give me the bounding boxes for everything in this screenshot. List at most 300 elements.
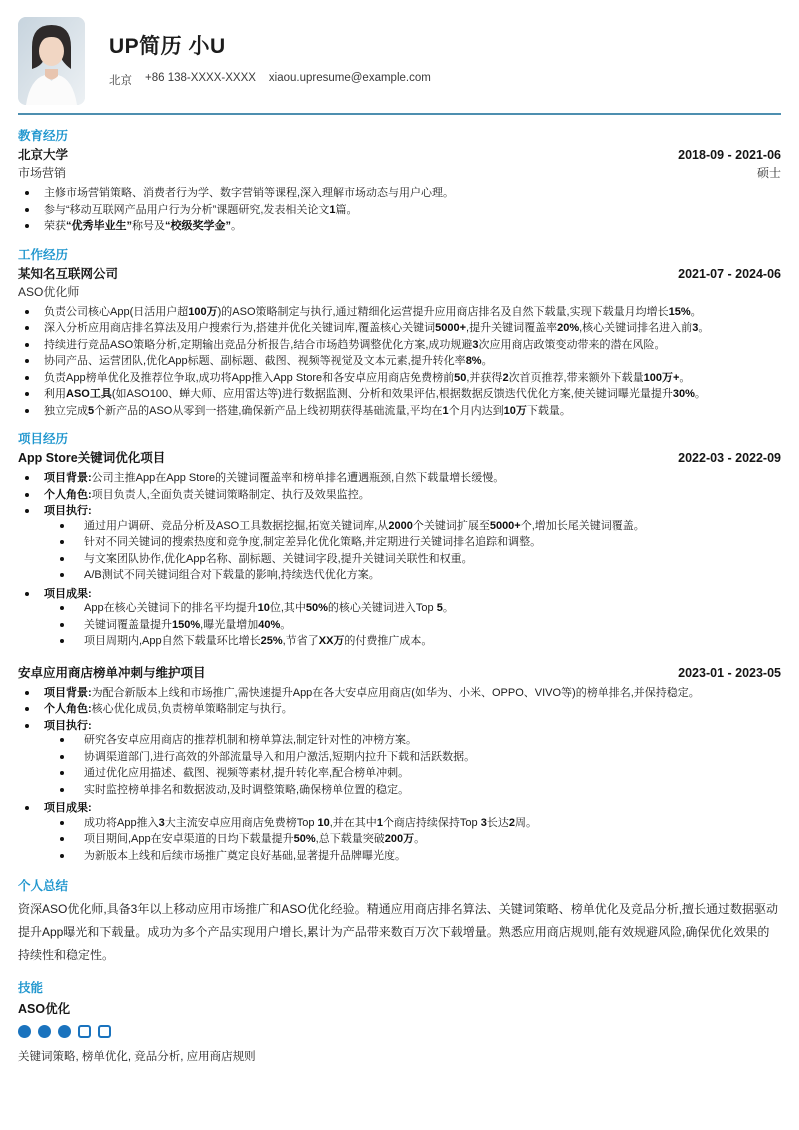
text: 个关键词扩展至 <box>412 519 490 532</box>
bullet-dot <box>60 837 64 841</box>
bullet-text <box>84 832 781 847</box>
bold-text: 50% <box>305 602 328 614</box>
bullet-row <box>18 686 781 701</box>
section-heading-summary: 个人总结 <box>18 879 69 893</box>
bullet-text <box>84 783 781 798</box>
bullet-dot <box>60 573 64 577</box>
text: 篇。 <box>335 203 358 216</box>
bullet-item <box>18 387 781 402</box>
bullet-dot <box>60 755 64 759</box>
bullet-text <box>44 702 781 717</box>
bold-text: 40% <box>258 618 281 631</box>
bullet-item <box>18 305 781 320</box>
bullet-row <box>53 552 781 567</box>
bullet-dot <box>60 606 64 610</box>
bullet-content <box>53 519 781 534</box>
text: 长达 <box>486 816 509 829</box>
sub-bullet-item <box>53 750 781 765</box>
bold-text: 25% <box>260 635 283 647</box>
sub-bullet-item <box>53 601 781 616</box>
bullet-row <box>18 801 781 816</box>
text: 与文案团队协作,优化App名称、副标题、关键词字段,提升关键词关联性和权重。 <box>84 552 473 565</box>
section-projects <box>18 429 781 865</box>
text: 项目期间,App在安卓渠道的日均下载量提升 <box>84 833 294 845</box>
bold-text: 项目背景: <box>44 472 92 484</box>
header-divider <box>18 113 781 115</box>
text: (如ASO100、蝉大师、应用雷达等)进行数据监测、分析和效果评估,根据数据反馈迭代优化方案,使关键词曝光量提升 <box>111 388 673 400</box>
entry <box>18 145 781 234</box>
entry-title: App Store关键词优化项目 <box>18 451 166 465</box>
bullet-item <box>18 587 781 651</box>
text: ,曝光量增加 <box>200 618 259 631</box>
bullet-content <box>53 849 781 864</box>
bullet-list <box>18 471 781 651</box>
text: 大主流安卓应用商店免费榜Top <box>164 816 318 829</box>
bold-text: 个人角色: <box>44 703 92 715</box>
bullet-row <box>18 305 781 320</box>
text: 利用 <box>44 388 66 400</box>
bullet-content <box>18 338 781 353</box>
bullet-content <box>18 719 781 800</box>
bullet-dot <box>25 376 29 380</box>
bullet-row <box>18 354 781 369</box>
bullet-content <box>18 471 781 486</box>
bullet-row <box>53 849 781 864</box>
sub-bullet-item <box>53 519 781 534</box>
skill-dot-filled-icon <box>58 1025 71 1038</box>
bullet-row <box>18 471 781 486</box>
bullet-dot <box>60 771 64 775</box>
section-summary <box>18 876 781 967</box>
text: 项目周期内,App自然下载量环比增长 <box>84 635 261 647</box>
text: 研究各安卓应用商店的推荐机制和榜单算法,制定针对性的冲榜方案。 <box>84 734 418 746</box>
entry <box>18 663 781 866</box>
bold-text: 100万+ <box>643 371 680 384</box>
bold-text: 项目成果: <box>44 587 92 600</box>
bullet-item <box>18 338 781 353</box>
sub-bullet-item <box>53 766 781 781</box>
bullet-text <box>84 601 781 616</box>
entry-date: 2023-01 - 2023-05 <box>678 665 781 680</box>
text: 参与“移动互联网产品用户行为分析”课题研究,发表相关论文 <box>44 203 330 216</box>
bullet-row <box>18 321 781 336</box>
bullet-dot <box>25 224 29 228</box>
bullet-row <box>53 601 781 616</box>
text: 关键词覆盖量提升 <box>84 618 172 631</box>
entry-date: 2018-09 - 2021-06 <box>678 148 781 162</box>
sub-bullet-item <box>53 849 781 864</box>
profile-photo <box>18 17 85 105</box>
bullet-content <box>18 387 781 402</box>
text: 。 <box>698 322 710 334</box>
text: 持续进行竞品ASO策略分析,定期输出竞品分析报告,结合市场趋势调整优化方案,成功规避 <box>44 338 473 351</box>
bold-text: 50 <box>454 371 467 384</box>
bold-text: ASO工具 <box>66 388 112 400</box>
bold-text: 3 <box>480 816 487 829</box>
bullet-dot <box>25 409 29 413</box>
bullet-row <box>53 766 781 781</box>
bold-text: 1 <box>329 203 336 216</box>
bullet-text <box>44 338 781 353</box>
bold-text: 8% <box>465 355 482 367</box>
section-education <box>18 126 781 234</box>
bold-text: 3 <box>692 322 699 334</box>
bullet-dot <box>60 854 64 858</box>
text: 深入分析应用商店排名算法及用户搜索行为,搭建并优化关键词库,覆盖核心关键词 <box>44 322 436 334</box>
bullet-content <box>53 535 781 550</box>
bullet-content <box>18 321 781 336</box>
sub-bullet-item <box>53 535 781 550</box>
bold-text: 20% <box>557 322 580 334</box>
text: ,节省了 <box>282 635 319 647</box>
bullet-row <box>18 719 781 734</box>
entry-subtitle: 市场营销 <box>18 166 67 180</box>
bullet-row <box>53 832 781 847</box>
bullet-content <box>18 354 781 369</box>
bullet-dot <box>60 557 64 561</box>
sub-bullet-item <box>53 618 781 633</box>
bullet-text <box>84 733 781 748</box>
bullet-dot <box>25 310 29 314</box>
resume-sections <box>18 126 781 1064</box>
bullet-row <box>18 587 781 602</box>
bullet-text <box>44 471 781 486</box>
text: 次应用商店政策变动带来的潜在风险。 <box>478 338 666 351</box>
bullet-item <box>18 504 781 585</box>
bullet-row <box>53 519 781 534</box>
bullet-content <box>53 552 781 567</box>
bold-text: 10万 <box>503 404 527 417</box>
bullet-text <box>84 519 781 534</box>
bullet-row <box>53 618 781 633</box>
bullet-text <box>44 801 781 816</box>
contact-email: xiaou.upresume@example.com <box>268 72 431 84</box>
bullet-text <box>84 552 781 567</box>
bullet-dot <box>25 343 29 347</box>
bullet-item <box>18 404 781 419</box>
bullet-dot <box>25 476 29 480</box>
bullet-row <box>53 568 781 583</box>
text: ,并在其中 <box>329 816 377 829</box>
text: 个新产品的ASO从零到一搭建,确保新产品上线初期获得基础流量,平均在 <box>94 404 443 417</box>
text: 。 <box>690 305 702 318</box>
text: 的核心关键词进入Top <box>327 602 437 614</box>
bullet-content <box>18 702 781 717</box>
bold-text: 10 <box>257 602 270 614</box>
text: ,总下载量突破 <box>315 833 385 845</box>
bullet-content <box>53 634 781 649</box>
bullet-item <box>18 186 781 201</box>
candidate-name: UP简历 小U <box>109 35 226 58</box>
text: 公司主推App在App Store的关键词覆盖率和榜单排名遭遇瓶颈,自然下载量增长缓慢。 <box>91 472 505 484</box>
text: ,核心关键词排名进入前 <box>579 322 693 334</box>
bullet-dot <box>25 707 29 711</box>
bullet-content <box>18 371 781 386</box>
bold-text: “校级奖学金” <box>165 220 231 232</box>
contact-line <box>109 72 431 88</box>
text: 为配合新版本上线和市场推广,需快速提升App在各大安卓应用商店(如华为、小米、OPPO、VIVO等)的榜单排名,并保持稳定。 <box>91 686 700 699</box>
bullet-text <box>44 203 781 218</box>
bullet-dot <box>60 623 64 627</box>
text: 协调渠道部门,进行高效的外部流量导入和用户激活,短期内拉升下载和活跃数据。 <box>84 750 476 763</box>
bullet-item <box>18 471 781 486</box>
text: 主修市场营销策略、消费者行为学、数字营销等课程,深入理解市场动态与用户心理。 <box>44 187 455 199</box>
text: 实时监控榜单排名和数据波动,及时调整策略,确保榜单位置的稳定。 <box>84 783 410 796</box>
bold-text: 5000+ <box>435 322 467 334</box>
sub-bullet-item <box>53 816 781 831</box>
bullet-item <box>18 801 781 865</box>
bullet-text <box>44 371 781 386</box>
bold-text: 2000 <box>388 519 413 532</box>
entry-date: 2021-07 - 2024-06 <box>678 266 781 281</box>
entry-title: 安卓应用商店榜单冲刺与维护项目 <box>18 665 206 680</box>
bullet-item <box>18 219 781 234</box>
text: 。 <box>280 618 292 631</box>
bold-text: 项目执行: <box>44 719 92 732</box>
bullet-dot <box>25 592 29 596</box>
bullet-content <box>53 601 781 616</box>
entry-date: 2022-03 - 2022-09 <box>678 451 781 465</box>
bullet-content <box>18 305 781 320</box>
bullet-dot <box>60 821 64 825</box>
bullet-dot <box>25 191 29 195</box>
bullet-item <box>18 488 781 503</box>
bullet-text <box>84 816 781 831</box>
bullet-text <box>44 488 781 503</box>
bullet-content <box>18 404 781 419</box>
sub-bullet-item <box>53 783 781 798</box>
text: 成功将App推入 <box>84 816 159 829</box>
bullet-content <box>53 750 781 765</box>
text: 称号及 <box>132 220 165 232</box>
text: 。 <box>414 833 426 845</box>
bullet-dot <box>25 359 29 363</box>
bullet-text <box>44 587 781 602</box>
bullet-item <box>18 719 781 800</box>
bullet-content <box>18 686 781 701</box>
section-heading-work: 工作经历 <box>18 247 69 262</box>
bullet-content <box>18 801 781 865</box>
section-work <box>18 245 781 419</box>
bullet-content <box>18 587 781 651</box>
bold-text: 150% <box>172 618 201 631</box>
bullet-row <box>53 750 781 765</box>
bullet-dot <box>25 208 29 212</box>
text: 荣获 <box>44 220 66 232</box>
bold-text: 30% <box>672 388 695 400</box>
resume-header <box>18 17 781 105</box>
bullet-content <box>53 733 781 748</box>
sub-bullet-item <box>53 832 781 847</box>
bullet-text <box>84 535 781 550</box>
bold-text: 项目背景: <box>44 686 92 699</box>
bullet-text <box>44 504 781 519</box>
contact-phone: +86 138-XXXX-XXXX <box>145 72 256 84</box>
bold-text: 5 <box>88 404 95 417</box>
bullet-dot <box>25 493 29 497</box>
section-heading-skills: 技能 <box>18 981 44 995</box>
bold-text: 5000+ <box>489 519 521 532</box>
text: 的付费推广成本。 <box>344 635 433 647</box>
bold-text: XX万 <box>318 635 345 647</box>
bullet-content <box>53 568 781 583</box>
header-text <box>109 17 431 88</box>
bullet-row <box>18 702 781 717</box>
bullet-text <box>84 618 781 633</box>
bullet-text <box>84 568 781 583</box>
text: 个月内达到 <box>448 404 504 417</box>
bold-text: 项目成果: <box>44 802 92 814</box>
text: A/B测试不同关键词组合对下载量的影响,持续迭代优化方案。 <box>84 569 380 581</box>
text: )的ASO策略制定与执行,通过精细化运营提升应用商店排名及自然下载量,实现下载量月均增长 <box>217 305 669 318</box>
bullet-text <box>84 634 781 649</box>
bold-text: 5 <box>436 602 443 614</box>
text: 项目负责人,全面负责关键词策略制定、执行及效果监控。 <box>91 488 370 501</box>
text: 为新版本上线和后续市场推广奠定良好基础,显著提升品牌曝光度。 <box>84 849 407 862</box>
bullet-text <box>84 750 781 765</box>
bullet-text <box>44 686 781 701</box>
bullet-content <box>18 219 781 234</box>
portrait-photo-icon <box>18 17 85 105</box>
bullet-content <box>18 504 781 585</box>
bullet-text <box>44 354 781 369</box>
entry-title-row <box>18 264 781 282</box>
bullet-content <box>53 816 781 831</box>
text: 。 <box>231 220 242 232</box>
entry-title-row <box>18 663 781 681</box>
bullet-text <box>44 387 781 402</box>
bullet-row <box>18 186 781 201</box>
skill-dot-filled-icon <box>18 1025 31 1038</box>
bullet-row <box>18 404 781 419</box>
entry <box>18 448 781 651</box>
bullet-text <box>44 305 781 320</box>
bullet-list <box>18 686 781 866</box>
sub-bullet-item <box>53 733 781 748</box>
bullet-content <box>18 186 781 201</box>
sub-bullet-list <box>53 519 781 585</box>
skill-dot-empty-icon <box>78 1025 91 1038</box>
bullet-row <box>53 733 781 748</box>
bullet-dot <box>60 639 64 643</box>
entry-title-row <box>18 145 781 163</box>
bullet-dot <box>60 788 64 792</box>
text: ,并获得 <box>466 371 503 384</box>
entry <box>18 264 781 419</box>
skill-keywords: 关键词策略, 榜单优化, 竞品分析, 应用商店规则 <box>18 1051 256 1063</box>
text: 。 <box>481 355 493 367</box>
bullet-text <box>84 849 781 864</box>
bullet-dot <box>25 806 29 810</box>
skill-dot-filled-icon <box>38 1025 51 1038</box>
bullet-item <box>18 354 781 369</box>
bullet-row <box>53 535 781 550</box>
bold-text: 3 <box>472 338 479 351</box>
bold-text: 100万 <box>188 305 218 318</box>
sub-bullet-list <box>53 733 781 799</box>
bullet-text <box>44 219 781 234</box>
bullet-dot <box>25 326 29 330</box>
bullet-row <box>18 387 781 402</box>
bold-text: 1 <box>442 404 449 417</box>
bullet-dot <box>60 738 64 742</box>
bullet-text <box>44 186 781 201</box>
bold-text: 个人角色: <box>44 488 92 501</box>
skill-level-rating <box>18 1025 781 1038</box>
text: ,提升关键词覆盖率 <box>466 322 558 334</box>
bullet-content <box>53 832 781 847</box>
bold-text: 10 <box>317 816 330 829</box>
bullet-item <box>18 702 781 717</box>
section-skills <box>18 978 781 1064</box>
sub-bullet-item <box>53 568 781 583</box>
bullet-content <box>53 618 781 633</box>
bullet-text <box>44 404 781 419</box>
bullet-dot <box>25 724 29 728</box>
bullet-dot <box>60 524 64 528</box>
sub-bullet-list <box>53 816 781 866</box>
skill-dot-empty-icon <box>98 1025 111 1038</box>
text: 通过用户调研、竞品分析及ASO工具数据挖掘,拓宽关键词库,从 <box>84 519 389 532</box>
text: 。 <box>442 602 454 614</box>
bullet-item <box>18 321 781 336</box>
bullet-dot <box>60 540 64 544</box>
bullet-item <box>18 686 781 701</box>
text: 。 <box>679 371 691 384</box>
entry-subdate: 硕士 <box>756 166 781 180</box>
bold-text: 1 <box>376 816 383 829</box>
text: 协同产品、运营团队,优化App标题、副标题、截图、视频等视觉及文本元素,提升转化率 <box>44 355 466 367</box>
bold-text: 2 <box>502 371 509 384</box>
bullet-row <box>18 203 781 218</box>
bullet-row <box>18 338 781 353</box>
text: App在核心关键词下的排名平均提升 <box>84 602 258 614</box>
entry-title: 北京大学 <box>18 148 69 162</box>
bullet-content <box>18 488 781 503</box>
bullet-row <box>18 219 781 234</box>
entry-sub-row <box>18 283 781 300</box>
bullet-item <box>18 203 781 218</box>
section-heading-projects: 项目经历 <box>18 432 69 446</box>
bullet-row <box>18 504 781 519</box>
bold-text: “优秀毕业生” <box>66 220 132 232</box>
bold-text: 3 <box>158 816 165 829</box>
bullet-row <box>18 488 781 503</box>
text: 位,其中 <box>269 602 306 614</box>
text: 负责公司核心App(日活用户超 <box>44 305 189 318</box>
bullet-content <box>18 203 781 218</box>
bullet-text <box>44 321 781 336</box>
bullet-text <box>44 719 781 734</box>
text: 通过优化应用描述、截图、视频等素材,提升转化率,配合榜单冲刺。 <box>84 767 410 779</box>
sub-bullet-item <box>53 634 781 649</box>
bullet-list <box>18 305 781 419</box>
text: 下载量。 <box>526 404 571 417</box>
contact-location: 北京 <box>109 75 132 87</box>
bullet-dot <box>25 509 29 513</box>
skill-name: ASO优化 <box>18 1002 71 1016</box>
entry-title-row <box>18 448 781 466</box>
bold-text: 项目执行: <box>44 505 92 517</box>
text: 次首页推荐,带来额外下载量 <box>508 371 644 384</box>
entry-sub-row <box>18 164 781 181</box>
bold-text: 2 <box>508 816 515 829</box>
text: 。 <box>694 388 706 400</box>
bullet-content <box>53 766 781 781</box>
entry-subtitle: ASO优化师 <box>18 284 80 299</box>
bullet-item <box>18 371 781 386</box>
bullet-row <box>18 371 781 386</box>
